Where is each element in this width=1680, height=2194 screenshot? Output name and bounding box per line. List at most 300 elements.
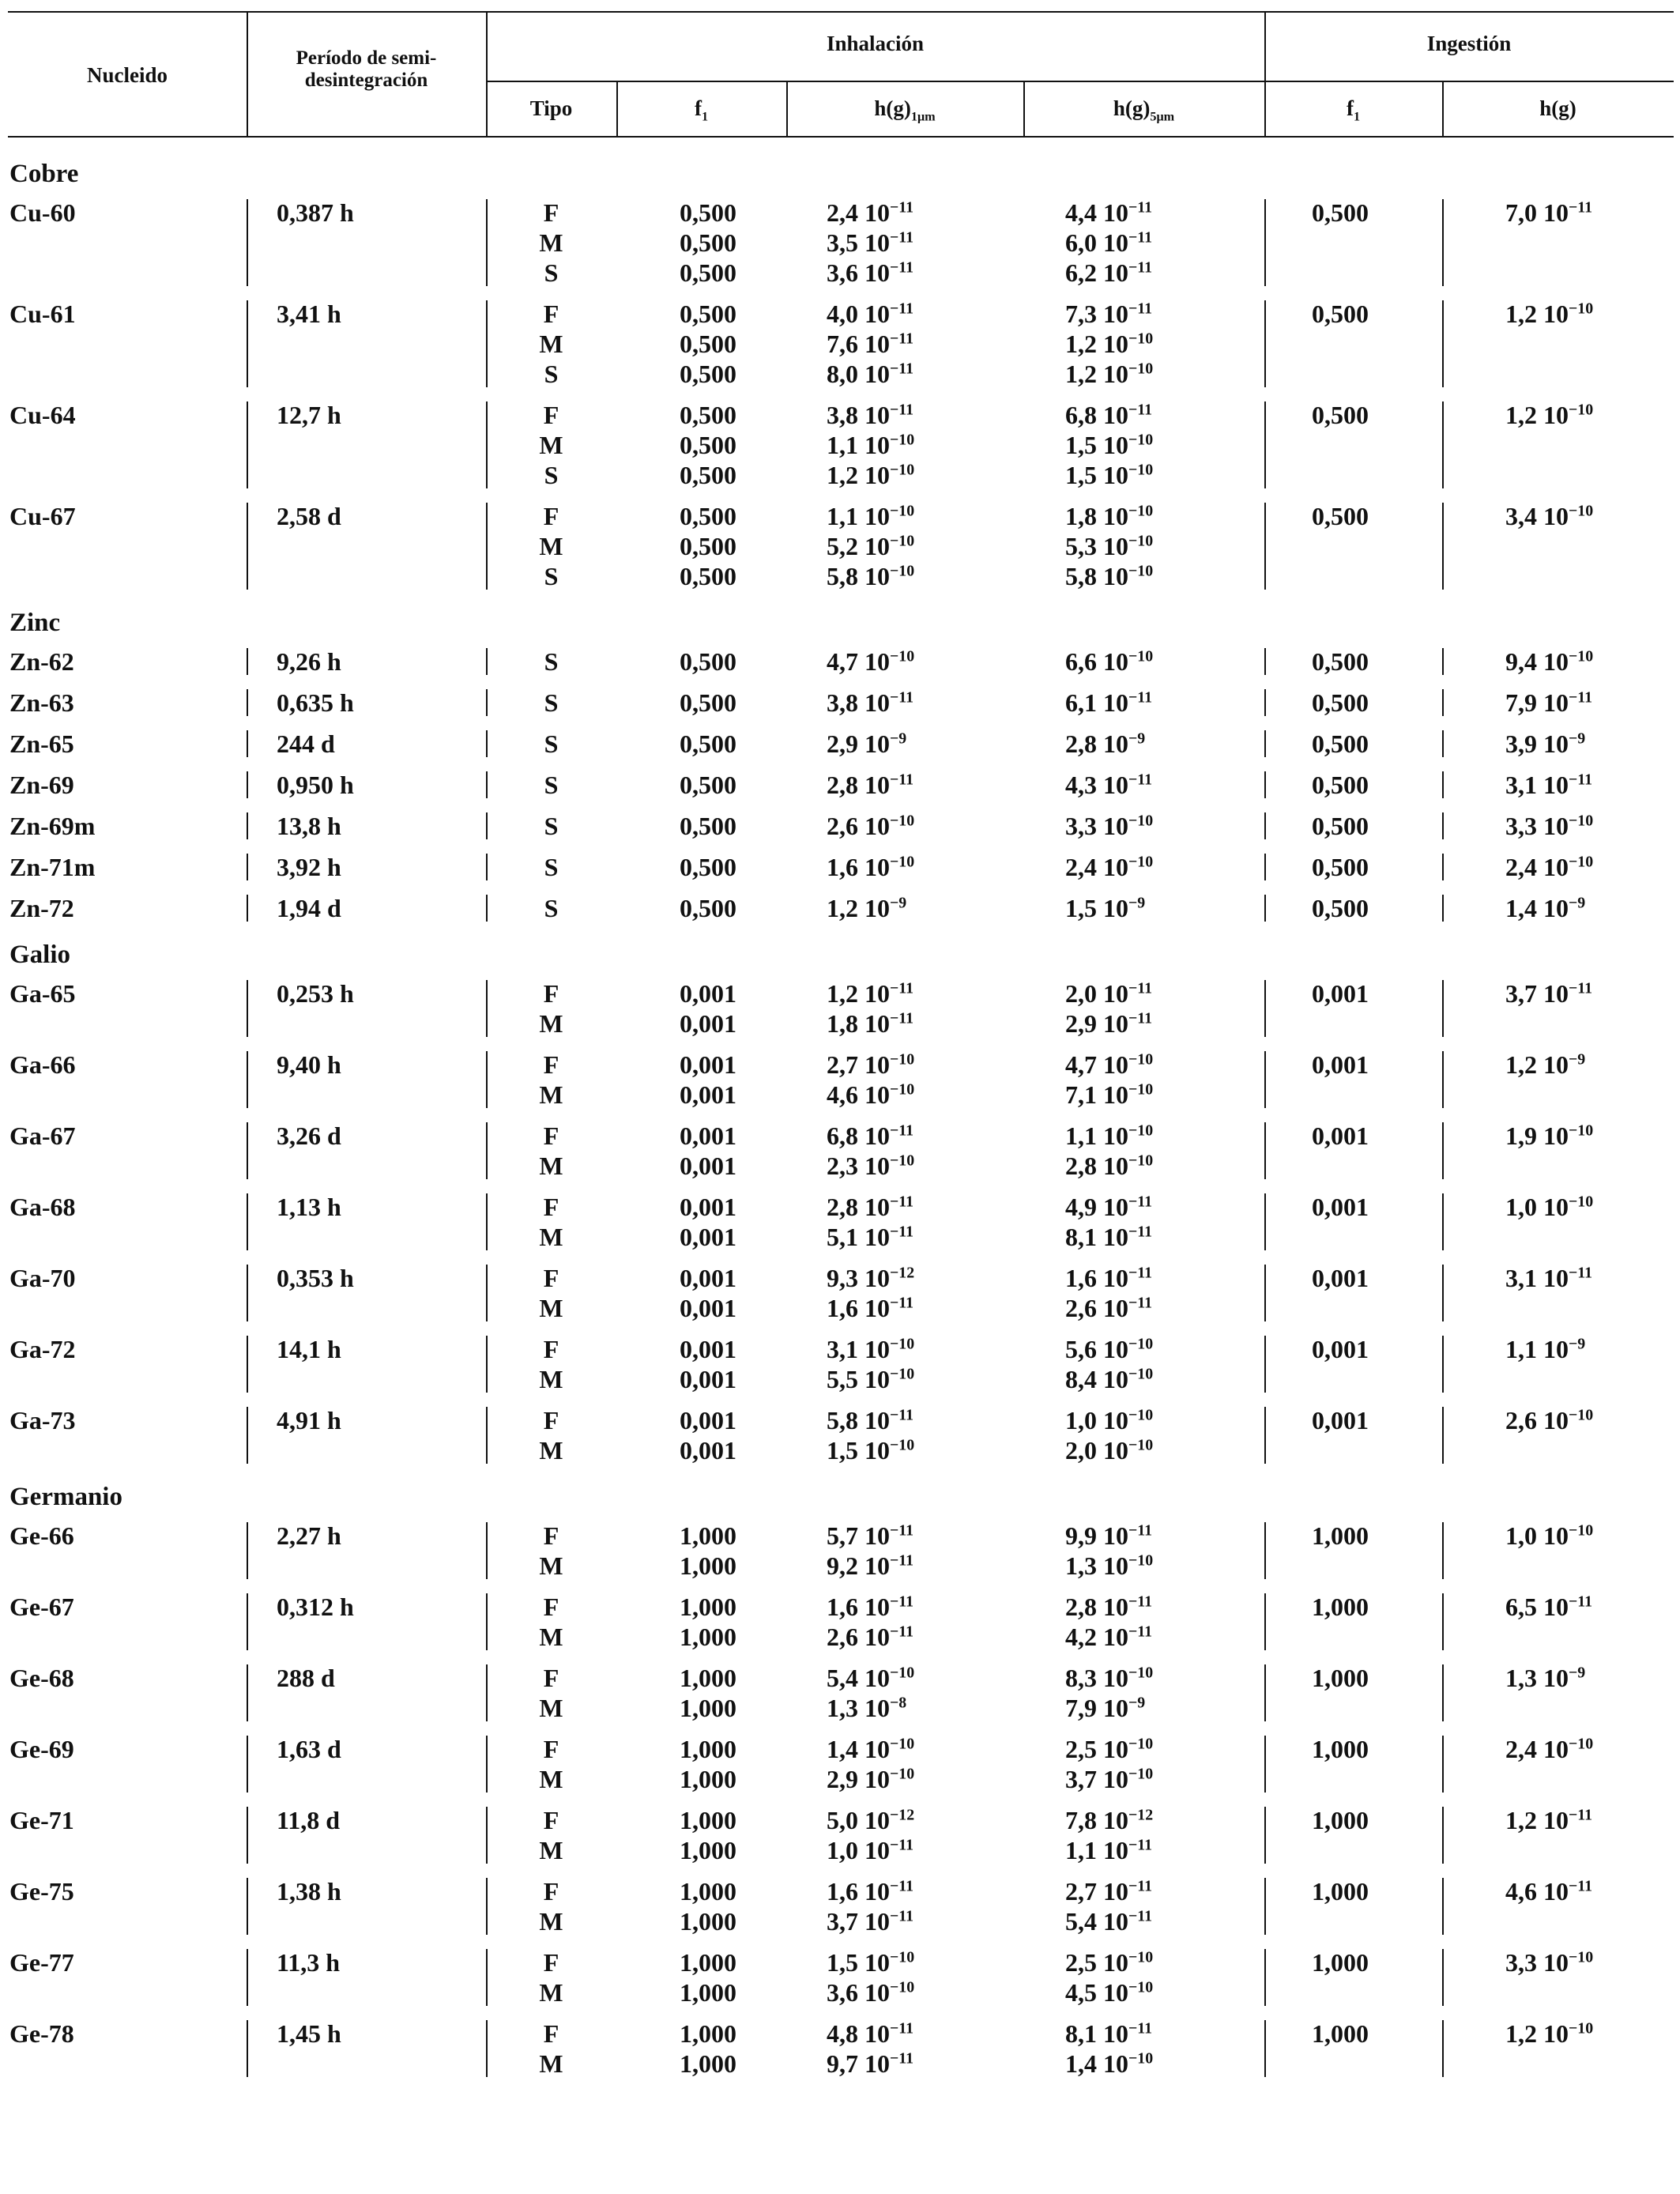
mantissa: 1,5 10 [1065,431,1128,459]
column-divider [1442,648,1444,675]
h-ingestion-value [1505,978,1592,1008]
h5um-value [1065,430,1153,460]
mantissa: 7,6 10 [827,330,890,358]
h1um-cell [827,1734,914,1794]
mantissa: 1,2 10 [827,979,890,1008]
nuclide-cell: Ge-66 [9,1521,74,1550]
h-ingestion-cell [1505,400,1593,430]
f1-cell [680,1192,736,1252]
exponent: −11 [890,1223,914,1241]
type-cell [486,893,616,923]
mantissa: 3,3 10 [1505,1948,1569,1977]
exponent: −10 [890,562,915,580]
h-ingestion-cell [1505,1805,1592,1835]
mantissa: 1,2 10 [827,894,890,922]
nuclide-cell: Cu-60 [9,198,76,227]
exponent: −11 [890,1009,914,1027]
exponent: −10 [1128,360,1154,378]
f1-cell [680,893,736,923]
column-divider [1264,730,1266,757]
half-life-cell: 2,27 h [277,1521,341,1550]
h-ingestion-value [1505,1121,1593,1151]
h1um-value [827,729,906,759]
half-life-cell: 1,13 h [277,1193,341,1221]
type-value: F [543,1948,559,1977]
column-divider [486,1949,488,2006]
type-value: S [544,688,559,717]
type-value: M [539,431,563,459]
f1-value: 1,000 [680,1907,736,1936]
exponent: −11 [890,258,914,277]
f1-cell [680,1405,736,1465]
h5um-value [1065,647,1153,677]
h1um-cell [827,501,914,591]
h1um-cell [827,1805,914,1865]
nuclide-cell: Zn-71m [9,853,96,881]
h5um-cell [1065,1192,1152,1252]
column-divider [1264,1522,1266,1579]
exponent: −10 [890,1765,915,1783]
column-divider [486,648,488,675]
f1-cell [680,1947,736,2007]
column-divider [1264,1193,1266,1250]
h-ingestion-value [1505,2019,1593,2049]
h5um-value [1065,1734,1153,1764]
mantissa: 2,6 10 [1505,1406,1569,1434]
type-value: S [544,894,559,922]
half-life-cell: 0,635 h [277,688,354,717]
h-ingestion-value [1505,811,1593,841]
f1-cell [680,811,736,841]
h5um-value [1065,228,1152,258]
column-divider [247,1122,248,1179]
exponent: −10 [1128,1080,1154,1099]
exponent: −9 [1128,729,1146,748]
f1-ingestion-cell: 1,000 [1312,1735,1369,1763]
column-divider [1264,300,1266,387]
column-divider [247,730,248,757]
f1-value: 0,500 [680,198,736,227]
f1-ingestion-cell: 1,000 [1312,1664,1369,1692]
header-hg1-sub: 1μm [910,109,936,124]
exponent: −11 [890,1294,914,1312]
h1um-value [827,1693,914,1723]
mantissa: 5,8 10 [827,1406,890,1434]
nuclide-cell: Zn-62 [9,647,74,676]
column-divider [247,1736,248,1793]
h1um-cell [827,1592,913,1652]
mantissa: 1,2 10 [1065,330,1128,358]
half-life-cell: 1,38 h [277,1877,341,1906]
type-value: S [544,853,559,881]
mantissa: 7,8 10 [1065,1806,1128,1834]
half-life-cell: 4,91 h [277,1406,341,1434]
exponent: −10 [1128,2049,1154,2068]
h1um-cell [827,729,906,759]
mantissa: 4,8 10 [827,2019,890,2048]
mantissa: 1,5 10 [827,1948,890,1977]
column-divider [1442,895,1444,922]
type-value: F [543,1806,559,1834]
h5um-cell [1065,1263,1152,1323]
type-cell [486,198,616,288]
mantissa: 2,8 10 [827,1193,890,1221]
column-divider [247,300,248,387]
column-divider [247,812,248,839]
h-ingestion-cell [1505,1592,1592,1622]
h5um-value [1065,1592,1152,1622]
exponent: −11 [1128,1877,1153,1895]
type-value: S [544,360,559,388]
column-divider [1264,980,1266,1037]
exponent: −11 [1128,300,1153,318]
type-value: M [539,1694,563,1722]
h5um-cell [1065,852,1153,882]
h5um-cell [1065,1947,1153,2007]
exponent: −10 [1128,1664,1154,1682]
exponent: −10 [1569,853,1594,871]
half-life-cell: 0,253 h [277,979,354,1008]
h-ingestion-value [1505,501,1593,531]
f1-value: 0,001 [680,1335,736,1363]
half-life-cell: 3,26 d [277,1122,341,1150]
header-nuclide: Nucleido [86,63,168,87]
h-ingestion-value [1505,1521,1593,1551]
h1um-cell [827,198,913,288]
h1um-value [827,1551,913,1581]
type-value: F [543,1664,559,1692]
type-value: S [544,812,559,840]
h5um-value [1065,1405,1153,1435]
type-value: M [539,1152,563,1180]
exponent: −11 [890,1193,914,1211]
h5um-cell [1065,1121,1153,1181]
f1-value: 0,500 [680,228,736,257]
header-hg5-sub: 5μm [1150,109,1175,124]
f1-ingestion-cell: 0,001 [1312,1335,1369,1363]
h5um-cell [1065,2019,1153,2079]
mantissa: 1,0 10 [1505,1521,1569,1550]
h-ingestion-cell [1505,770,1592,800]
mantissa: 1,2 10 [1505,300,1569,328]
h-ingestion-cell [1505,1050,1585,1080]
h1um-cell [827,978,913,1039]
column-divider [1442,812,1444,839]
h5um-value [1065,1334,1153,1364]
h5um-value [1065,359,1153,389]
type-value: M [539,1294,563,1322]
h5um-cell [1065,1334,1153,1394]
h-ingestion-value [1505,852,1593,882]
type-value: F [543,1050,559,1079]
nuclide-cell: Zn-65 [9,729,74,758]
mantissa: 7,9 10 [1505,688,1569,717]
column-divider [1264,1265,1266,1321]
h5um-cell [1065,978,1152,1039]
header-f1i-sub: 1 [1353,109,1361,124]
type-cell [486,1050,616,1110]
h5um-value [1065,1364,1153,1394]
h-ingestion-value [1505,1876,1592,1906]
exponent: −10 [1569,502,1594,520]
mantissa: 1,5 10 [827,1436,890,1465]
h5um-value [1065,400,1153,430]
header-f1-ingestion [1264,96,1442,124]
exponent: −11 [890,300,914,318]
h5um-value [1065,329,1153,359]
exponent: −11 [1569,1264,1593,1282]
exponent: −10 [890,1436,915,1454]
type-cell [486,1947,616,2007]
h-ingestion-cell [1505,852,1593,882]
exponent: −11 [1128,1009,1153,1027]
type-cell [486,1663,616,1723]
column-divider [486,199,488,286]
header-ingestion: Ingestión [1426,32,1512,55]
mantissa: 5,7 10 [827,1521,890,1550]
h1um-value [827,688,913,718]
mantissa: 1,2 10 [1505,1806,1569,1834]
exponent: −10 [890,1365,915,1383]
column-divider [486,812,488,839]
h1um-value [827,228,913,258]
h5um-value [1065,1876,1152,1906]
column-divider [486,300,488,387]
h1um-value [827,329,913,359]
column-divider [1264,689,1266,716]
h1um-value [827,1151,914,1181]
f1-value: 1,000 [680,1521,736,1550]
mantissa: 7,0 10 [1505,198,1569,227]
h5um-value [1065,1947,1153,1977]
f1-cell [680,1334,736,1394]
type-value: M [539,1907,563,1936]
nuclide-cell: Ge-67 [9,1593,74,1621]
half-life-cell: 14,1 h [277,1335,341,1363]
exponent: −11 [1128,198,1153,217]
mantissa: 2,5 10 [1065,1948,1128,1977]
type-value: M [539,1978,563,2007]
exponent: −11 [1128,979,1153,997]
f1-ingestion-cell: 0,500 [1312,502,1369,530]
h5um-cell [1065,729,1145,759]
mantissa: 1,6 10 [1065,1264,1128,1292]
section-heading: Zinc [9,609,61,637]
half-life-cell: 1,63 d [277,1735,341,1763]
nuclide-cell: Ge-78 [9,2019,74,2048]
exponent: −10 [1128,1735,1154,1753]
h5um-value [1065,1121,1153,1151]
h1um-value [827,400,914,430]
h-ingestion-cell [1505,1334,1585,1364]
column-divider [247,1051,248,1108]
mantissa: 1,5 10 [1065,461,1128,489]
column-divider [247,895,248,922]
exponent: −11 [1569,688,1593,707]
subheader-rule [486,81,1674,82]
h1um-value [827,1764,914,1794]
h-ingestion-value [1505,1192,1593,1222]
f1-value: 0,500 [680,360,736,388]
column-divider [1442,1265,1444,1321]
type-cell [486,1192,616,1252]
column-divider [486,730,488,757]
mantissa: 1,2 10 [1065,360,1128,388]
mantissa: 6,6 10 [1065,647,1128,676]
h5um-value [1065,1835,1153,1865]
column-divider [247,1593,248,1650]
type-cell [486,1405,616,1465]
exponent: −10 [1569,647,1594,665]
mantissa: 2,7 10 [827,1050,890,1079]
f1-value: 0,001 [680,1436,736,1465]
f1-ingestion-cell: 0,500 [1312,688,1369,717]
exponent: −12 [890,1264,915,1282]
exponent: −10 [890,1080,915,1099]
h5um-value [1065,1764,1153,1794]
type-value: F [543,1264,559,1292]
mantissa: 6,5 10 [1505,1593,1569,1621]
column-divider [1264,1122,1266,1179]
exponent: −10 [1128,1436,1154,1454]
f1-value: 0,500 [680,647,736,676]
h1um-value [827,811,914,841]
h1um-cell [827,647,914,677]
f1-value: 1,000 [680,1694,736,1722]
h1um-value [827,430,914,460]
f1-ingestion-cell: 0,500 [1312,853,1369,881]
column-divider [247,199,248,286]
f1-ingestion-cell: 0,001 [1312,1264,1369,1292]
mantissa: 4,9 10 [1065,1193,1128,1221]
column-divider [1264,812,1266,839]
column-divider [1442,854,1444,880]
h5um-value [1065,1551,1153,1581]
h5um-cell [1065,893,1145,923]
column-divider [1442,1336,1444,1393]
type-cell [486,729,616,759]
h-ingestion-cell [1505,811,1593,841]
h5um-value [1065,1693,1153,1723]
column-divider [1264,854,1266,880]
h-ingestion-value [1505,400,1593,430]
column-divider [247,1522,248,1579]
nuclide-cell: Ga-66 [9,1050,76,1079]
column-divider [1442,730,1444,757]
type-value: F [543,1406,559,1434]
type-value: F [543,401,559,429]
mantissa: 7,3 10 [1065,300,1128,328]
mantissa: 4,7 10 [827,647,890,676]
f1-cell [680,400,736,490]
nuclide-cell: Ga-65 [9,979,76,1008]
exponent: −11 [890,771,914,789]
f1-cell [680,1734,736,1794]
h-ingestion-cell [1505,978,1592,1008]
column-divider [1264,1807,1266,1864]
f1-value: 0,500 [680,729,736,758]
f1-value: 0,500 [680,562,736,590]
half-life-cell: 3,41 h [277,300,341,328]
mantissa: 1,3 10 [827,1694,890,1722]
f1-value: 0,001 [680,1406,736,1434]
exponent: −10 [1569,1122,1594,1140]
mantissa: 5,6 10 [1065,1335,1128,1363]
mantissa: 7,1 10 [1065,1080,1128,1109]
h1um-value [827,531,914,561]
f1-value: 0,001 [680,1294,736,1322]
f1-value: 1,000 [680,1735,736,1763]
column-divider [1442,1193,1444,1250]
h5um-cell [1065,688,1152,718]
column-divider [486,1878,488,1935]
mantissa: 2,9 10 [827,1765,890,1793]
f1-cell [680,978,736,1039]
mantissa: 8,4 10 [1065,1365,1128,1393]
h5um-value [1065,1050,1153,1080]
f1-ingestion-cell: 1,000 [1312,1806,1369,1834]
exponent: −10 [1128,1122,1154,1140]
h5um-cell [1065,299,1153,389]
half-life-cell: 288 d [277,1664,335,1692]
f1-cell [680,299,736,389]
exponent: −10 [1128,532,1154,550]
h1um-value [827,1592,913,1622]
h1um-value [827,258,913,288]
type-value: F [543,1735,559,1763]
column-divider [1264,1593,1266,1650]
exponent: −11 [1128,228,1153,247]
f1-value: 0,500 [680,688,736,717]
f1-cell [680,1663,736,1723]
header-bottom-rule [8,136,1674,138]
column-divider [247,648,248,675]
mantissa: 2,0 10 [1065,1436,1128,1465]
mantissa: 3,6 10 [827,258,890,287]
f1-cell [680,1876,736,1936]
header-f1-sub: 1 [701,109,709,124]
exponent: −9 [1569,1664,1586,1682]
exponent: −11 [1569,1806,1593,1824]
column-divider [486,1664,488,1721]
nuclide-cell: Zn-63 [9,688,74,717]
column-divider [1442,1807,1444,1864]
column-divider [247,854,248,880]
h5um-cell [1065,501,1153,591]
h-ingestion-value [1505,1734,1593,1764]
type-value: F [543,502,559,530]
mantissa: 4,6 10 [827,1080,890,1109]
h1um-cell [827,688,913,718]
mantissa: 4,5 10 [1065,1978,1128,2007]
mantissa: 2,0 10 [1065,979,1128,1008]
h-ingestion-cell [1505,1947,1593,1977]
exponent: −10 [1569,401,1594,419]
type-cell [486,1521,616,1581]
exponent: −11 [890,1406,914,1424]
h-ingestion-cell [1505,729,1585,759]
h1um-value [827,501,914,531]
h5um-cell [1065,1734,1153,1794]
mantissa: 1,1 10 [827,431,890,459]
h1um-value [827,1947,914,1977]
h1um-cell [827,1663,914,1723]
h5um-value [1065,2019,1153,2049]
column-divider [1264,1336,1266,1393]
type-value: M [539,1765,563,1793]
mantissa: 1,1 10 [1065,1836,1128,1864]
exponent: −11 [890,198,914,217]
